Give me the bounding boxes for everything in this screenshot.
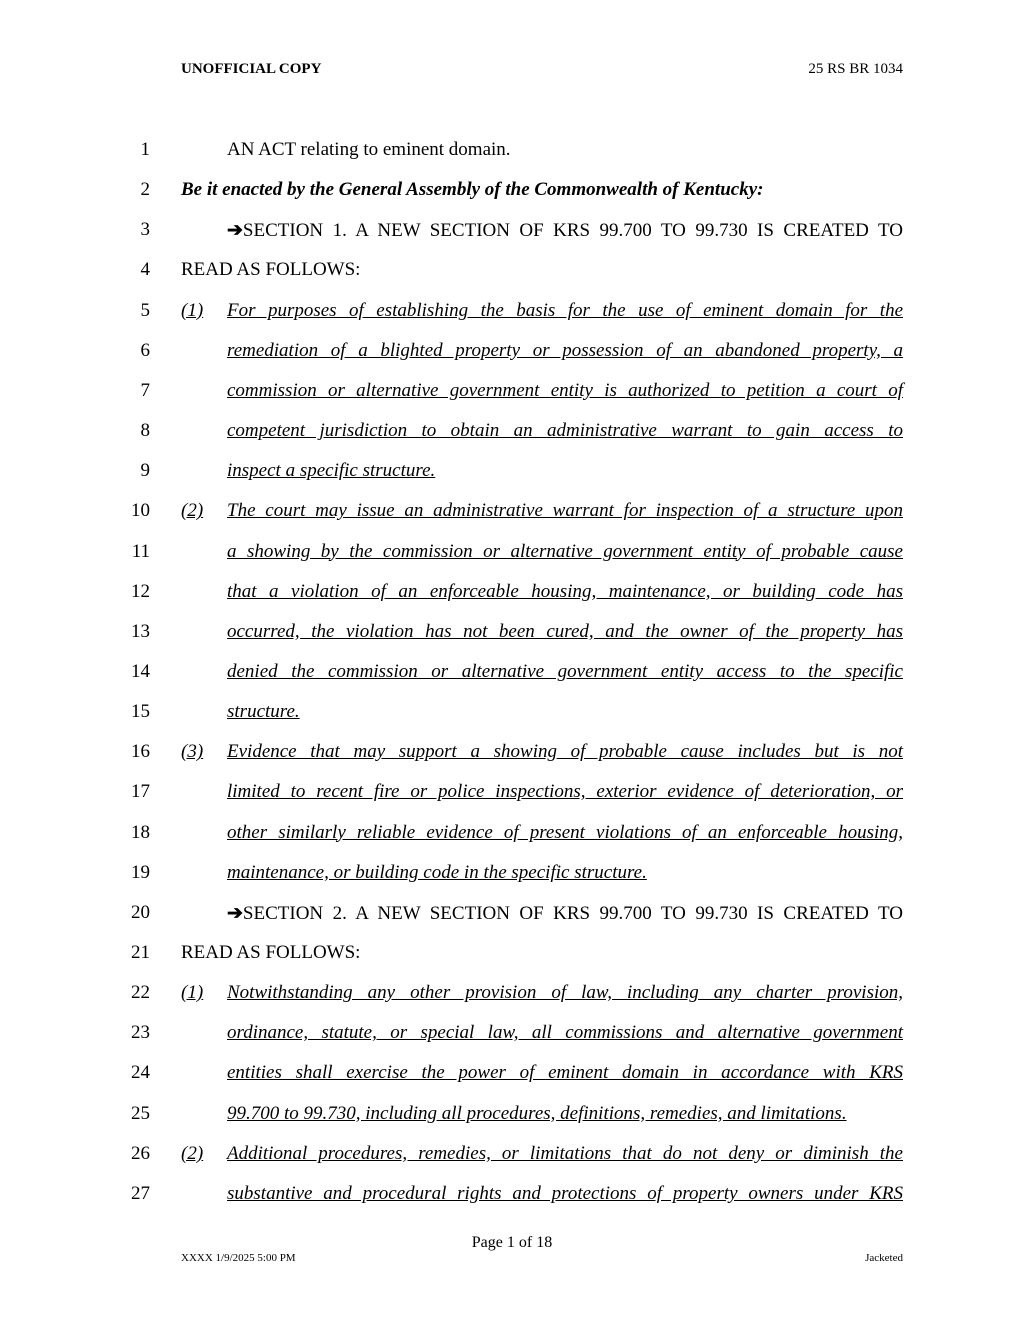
document-line: [0, 1103, 1024, 1143]
inserted-text: remediation of a blighted property or possession of an abandoned property, a: [227, 339, 903, 361]
document-line: [0, 340, 1024, 380]
inserted-text: 99.700 to 99.730, including all procedures, definitions, remedies, and limitations.: [227, 1102, 847, 1124]
document-line: [0, 541, 1024, 581]
inserted-text: limited to recent fire or police inspections, exterior evidence of deterioration, or: [227, 781, 903, 803]
line-number: 22: [131, 982, 150, 1004]
line-number: 16: [131, 741, 150, 763]
document-line: [0, 1062, 1024, 1102]
document-line: [0, 380, 1024, 420]
line-number: 21: [131, 942, 150, 963]
enacting-clause: Be it enacted by the General Assembly of the Commonwealth of Kentucky:: [181, 179, 764, 201]
inserted-text: other similarly reliable evidence of present violations of an enforceable housing,: [227, 821, 903, 843]
subsection-label: (3): [181, 741, 204, 763]
section-heading: [227, 219, 903, 242]
line-number: 12: [131, 580, 150, 602]
document-line: [0, 139, 1024, 179]
line-number: 13: [131, 620, 150, 642]
arrow-right-icon: ➔: [227, 220, 243, 242]
document-line: [0, 822, 1024, 862]
line-number: 7: [140, 379, 150, 401]
line-number: 4: [140, 259, 150, 281]
header-unofficial-copy: UNOFFICIAL COPY: [181, 61, 322, 77]
inserted-text: a showing by the commission or alternative government entity of probable cause: [227, 540, 903, 562]
line-number: 14: [131, 660, 150, 682]
line-text: AN ACT relating to eminent domain.: [227, 139, 511, 160]
line-number: 5: [140, 299, 150, 321]
inserted-text: occurred, the violation has not been cured, and the owner of the property has: [227, 620, 903, 642]
line-number: 2: [140, 179, 150, 201]
document-line: [0, 581, 1024, 621]
document-line: [0, 300, 1024, 340]
inserted-text: commission or alternative government entity is authorized to petition a court of: [227, 379, 903, 401]
page-number: Page 1 of 18: [471, 1234, 553, 1251]
line-number: 19: [131, 861, 150, 883]
document-line: [0, 460, 1024, 500]
inserted-text: entities shall exercise the power of eminent domain in accordance with KRS: [227, 1062, 903, 1084]
line-number: 18: [131, 821, 150, 843]
header-bill-request: 25 RS BR 1034: [808, 61, 903, 77]
section-heading: [227, 902, 903, 925]
line-number: 24: [131, 1062, 150, 1084]
document-line: [0, 1183, 1024, 1223]
line-number: 10: [131, 500, 150, 522]
document-line: [0, 661, 1024, 701]
line-number: 27: [131, 1182, 150, 1204]
line-text: READ AS FOLLOWS:: [181, 259, 361, 281]
arrow-right-icon: ➔: [227, 902, 243, 924]
inserted-text: ordinance, statute, or special law, all commissions and alternative government: [227, 1022, 903, 1044]
document-line: [0, 741, 1024, 781]
inserted-text: maintenance, or building code in the specific structure.: [227, 861, 647, 883]
inserted-text: Evidence that may support a showing of probable cause includes but is not: [227, 741, 903, 763]
inserted-text: inspect a specific structure.: [227, 460, 436, 482]
line-number: 6: [140, 339, 150, 361]
line-number: 9: [140, 460, 150, 482]
document-line: [0, 942, 1024, 982]
document-line: [0, 219, 1024, 259]
section-heading-text: SECTION 2. A NEW SECTION OF KRS 99.700 TO 99.730 IS CREATED TO: [242, 902, 903, 924]
inserted-text: denied the commission or alternative government entity access to the specific: [227, 660, 903, 682]
document-line: [0, 982, 1024, 1022]
subsection-label: (2): [181, 1142, 204, 1164]
line-number: 23: [131, 1022, 150, 1044]
document-line: [0, 179, 1024, 219]
line-number: 1: [140, 139, 150, 160]
document-line: [0, 1022, 1024, 1062]
inserted-text: structure.: [227, 701, 300, 723]
line-number: 8: [140, 420, 150, 442]
document-line: [0, 781, 1024, 821]
line-number: 17: [131, 781, 150, 803]
line-text: READ AS FOLLOWS:: [181, 942, 361, 963]
line-number: 15: [131, 701, 150, 723]
inserted-text: For purposes of establishing the basis for the use of eminent domain for the: [227, 299, 903, 321]
inserted-text: that a violation of an enforceable housing, maintenance, or building code has: [227, 580, 903, 602]
document-line: [0, 701, 1024, 741]
document-line: [0, 420, 1024, 460]
inserted-text: The court may issue an administrative warrant for inspection of a structure upon: [227, 500, 903, 522]
document-line: [0, 902, 1024, 942]
inserted-text: Notwithstanding any other provision of law, including any charter provision,: [227, 982, 903, 1004]
line-number: 26: [131, 1142, 150, 1164]
subsection-label: (1): [181, 299, 204, 321]
footer-status: Jacketed: [865, 1252, 903, 1264]
line-number: 3: [140, 219, 150, 241]
footer-timestamp: XXXX 1/9/2025 5:00 PM: [181, 1252, 296, 1264]
subsection-label: (1): [181, 982, 204, 1004]
line-number: 25: [131, 1102, 150, 1124]
inserted-text: Additional procedures, remedies, or limitations that do not deny or diminish the: [227, 1142, 903, 1164]
document-line: [0, 500, 1024, 540]
inserted-text: competent jurisdiction to obtain an administrative warrant to gain access to: [227, 420, 903, 442]
document-line: [0, 621, 1024, 661]
inserted-text: substantive and procedural rights and protections of property owners under KRS: [227, 1182, 903, 1204]
document-line: [0, 1143, 1024, 1183]
line-number: 11: [131, 540, 150, 562]
document-line: [0, 862, 1024, 902]
section-heading-text: SECTION 1. A NEW SECTION OF KRS 99.700 TO 99.730 IS CREATED TO: [242, 220, 903, 242]
subsection-label: (2): [181, 500, 204, 522]
document-line: [0, 259, 1024, 299]
line-number: 20: [131, 901, 150, 923]
